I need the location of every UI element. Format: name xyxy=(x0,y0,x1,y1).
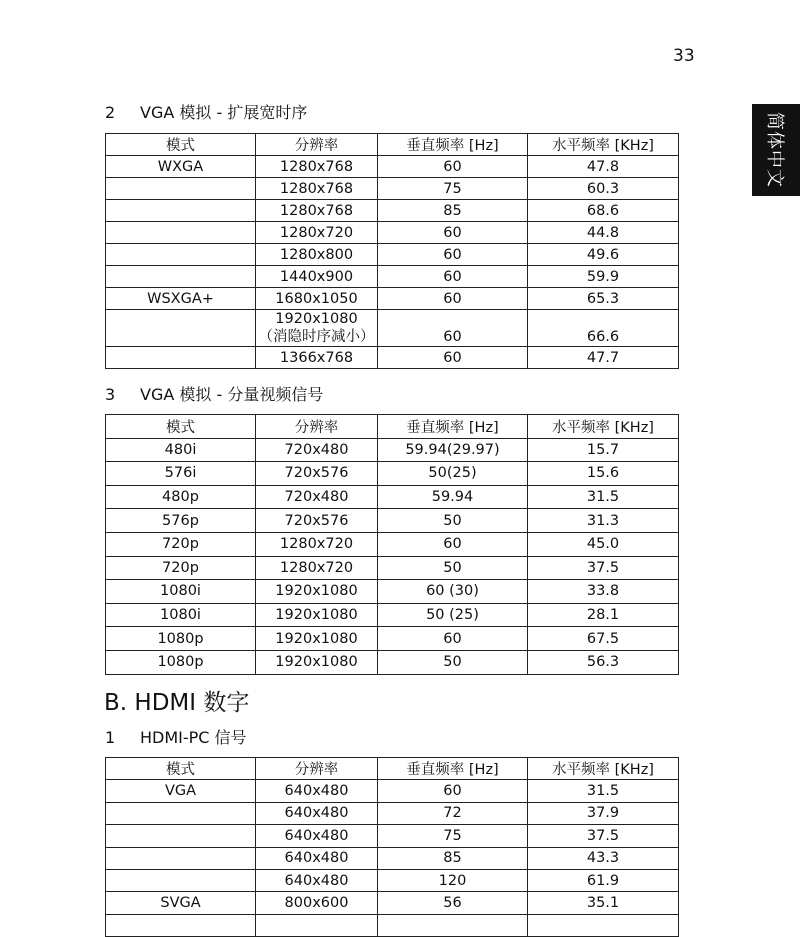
cell-hfreq: 65.3 xyxy=(528,288,679,310)
cell-vfreq: 59.94(29.97) xyxy=(378,438,528,462)
cell-mode: WSXGA+ xyxy=(106,288,256,310)
table-row xyxy=(106,847,679,869)
cell-hfreq: 31.3 xyxy=(528,509,679,533)
table-row xyxy=(106,244,679,266)
cell-hfreq: 47.7 xyxy=(528,347,679,369)
cell-hfreq: 47.8 xyxy=(528,156,679,178)
cell-hfreq: 15.7 xyxy=(528,438,679,462)
cell-mode xyxy=(106,266,256,288)
table-row xyxy=(106,627,679,651)
table-row xyxy=(106,802,679,824)
cell-vfreq: 60 xyxy=(378,266,528,288)
cell-vfreq: 72 xyxy=(378,802,528,824)
cell-mode xyxy=(106,178,256,200)
cell-vfreq: 85 xyxy=(378,847,528,869)
table-row xyxy=(106,780,679,802)
cell-resolution: 640x480 xyxy=(256,847,378,869)
cell-resolution: 1280x720 xyxy=(256,222,378,244)
cell-hfreq: 31.5 xyxy=(528,780,679,802)
table-row xyxy=(106,532,679,556)
cell-hfreq: 59.9 xyxy=(528,266,679,288)
cell-resolution: 640x480 xyxy=(256,825,378,847)
cell-resolution: 1920x1080 xyxy=(256,603,378,627)
cell-resolution: 1920x1080 xyxy=(256,627,378,651)
side-tab-label: 简体中文 xyxy=(764,112,785,188)
table-row xyxy=(106,438,679,462)
header-mode: 模式 xyxy=(106,134,256,156)
table-row xyxy=(106,266,679,288)
cell-mode xyxy=(106,847,256,869)
header-horizontal-frequency: 水平频率 [KHz] xyxy=(528,415,679,439)
cell-mode: 1080p xyxy=(106,650,256,674)
resolution-value: 1920x1080 xyxy=(275,311,358,327)
cell-resolution: 1366x768 xyxy=(256,347,378,369)
cell-hfreq: 66.6 xyxy=(528,310,679,347)
cell-hfreq: 61.9 xyxy=(528,869,679,891)
table-header-row xyxy=(106,415,679,439)
language-side-tab xyxy=(752,104,800,196)
cell-mode xyxy=(106,914,256,936)
cell-vfreq: 50(25) xyxy=(378,462,528,486)
cell-vfreq: 120 xyxy=(378,869,528,891)
table-row xyxy=(106,178,679,200)
table-row xyxy=(106,580,679,604)
cell-vfreq: 50 xyxy=(378,650,528,674)
reduced-blanking-note: （消隐时序减小） xyxy=(258,329,375,345)
cell-resolution: 1440x900 xyxy=(256,266,378,288)
cell-vfreq: 75 xyxy=(378,825,528,847)
cell-vfreq: 60 xyxy=(378,222,528,244)
table-row xyxy=(106,825,679,847)
table-row xyxy=(106,914,679,936)
cell-mode xyxy=(106,869,256,891)
table-row xyxy=(106,222,679,244)
cell-vfreq: 59.94 xyxy=(378,485,528,509)
cell-vfreq: 60 xyxy=(378,156,528,178)
cell-mode: 480p xyxy=(106,485,256,509)
cell-resolution: 800x600 xyxy=(256,892,378,914)
section-heading-vga-component xyxy=(105,382,323,405)
table-row xyxy=(106,485,679,509)
cell-resolution: 1280x768 xyxy=(256,156,378,178)
hdmi-digital-heading: B. HDMI 数字 xyxy=(104,690,250,716)
cell-mode: 576i xyxy=(106,462,256,486)
cell-vfreq: 60 xyxy=(378,780,528,802)
page-number: 33 xyxy=(673,46,695,66)
cell-resolution xyxy=(256,914,378,936)
cell-resolution xyxy=(256,310,378,347)
cell-resolution: 640x480 xyxy=(256,802,378,824)
cell-mode: 480i xyxy=(106,438,256,462)
table-row xyxy=(106,347,679,369)
cell-vfreq: 60 xyxy=(378,288,528,310)
cell-hfreq: 45.0 xyxy=(528,532,679,556)
table-row xyxy=(106,892,679,914)
section-heading-vga-extended xyxy=(105,100,307,123)
cell-mode xyxy=(106,310,256,347)
cell-mode xyxy=(106,244,256,266)
header-horizontal-frequency: 水平频率 [KHz] xyxy=(528,758,679,780)
cell-mode: 1080i xyxy=(106,580,256,604)
cell-hfreq: 56.3 xyxy=(528,650,679,674)
table-row xyxy=(106,200,679,222)
cell-hfreq: 33.8 xyxy=(528,580,679,604)
cell-vfreq: 60 xyxy=(378,310,528,347)
cell-hfreq: 60.3 xyxy=(528,178,679,200)
cell-resolution: 1280x720 xyxy=(256,556,378,580)
cell-vfreq: 60 xyxy=(378,347,528,369)
header-horizontal-frequency: 水平频率 [KHz] xyxy=(528,134,679,156)
cell-mode xyxy=(106,200,256,222)
cell-mode: VGA xyxy=(106,780,256,802)
cell-vfreq: 56 xyxy=(378,892,528,914)
cell-hfreq: 43.3 xyxy=(528,847,679,869)
table-row xyxy=(106,650,679,674)
section-title: VGA 模拟 - 扩展宽时序 xyxy=(140,103,308,122)
cell-hfreq: 49.6 xyxy=(528,244,679,266)
cell-resolution: 640x480 xyxy=(256,780,378,802)
cell-resolution: 1280x720 xyxy=(256,532,378,556)
cell-hfreq xyxy=(528,914,679,936)
hdmi-pc-signal-table xyxy=(105,757,679,937)
cell-vfreq: 60 xyxy=(378,532,528,556)
vga-extended-timing-table xyxy=(105,133,679,369)
table-row xyxy=(106,156,679,178)
cell-resolution: 1280x768 xyxy=(256,178,378,200)
table-row xyxy=(106,869,679,891)
cell-mode xyxy=(106,802,256,824)
header-vertical-frequency: 垂直频率 [Hz] xyxy=(378,758,528,780)
cell-mode xyxy=(106,347,256,369)
cell-hfreq: 15.6 xyxy=(528,462,679,486)
cell-hfreq: 68.6 xyxy=(528,200,679,222)
header-vertical-frequency: 垂直频率 [Hz] xyxy=(378,415,528,439)
header-resolution: 分辨率 xyxy=(256,415,378,439)
vga-component-video-table xyxy=(105,414,679,675)
cell-hfreq: 44.8 xyxy=(528,222,679,244)
cell-hfreq: 35.1 xyxy=(528,892,679,914)
section-number: 1 xyxy=(105,728,116,747)
cell-hfreq: 37.5 xyxy=(528,825,679,847)
cell-mode: WXGA xyxy=(106,156,256,178)
header-resolution: 分辨率 xyxy=(256,134,378,156)
cell-mode: 720p xyxy=(106,532,256,556)
cell-resolution: 1920x1080 xyxy=(256,580,378,604)
table-row xyxy=(106,462,679,486)
cell-hfreq: 37.9 xyxy=(528,802,679,824)
section-title: HDMI-PC 信号 xyxy=(140,728,247,747)
cell-hfreq: 28.1 xyxy=(528,603,679,627)
cell-vfreq: 50 xyxy=(378,509,528,533)
cell-mode: 1080p xyxy=(106,627,256,651)
cell-vfreq: 60 xyxy=(378,627,528,651)
cell-mode xyxy=(106,825,256,847)
cell-mode: 720p xyxy=(106,556,256,580)
header-mode: 模式 xyxy=(106,758,256,780)
cell-vfreq: 60 xyxy=(378,244,528,266)
section-title: VGA 模拟 - 分量视频信号 xyxy=(140,385,324,404)
table-row xyxy=(106,288,679,310)
cell-hfreq: 31.5 xyxy=(528,485,679,509)
cell-vfreq: 50 xyxy=(378,556,528,580)
table-row xyxy=(106,603,679,627)
cell-vfreq: 75 xyxy=(378,178,528,200)
cell-resolution: 640x480 xyxy=(256,869,378,891)
cell-vfreq xyxy=(378,914,528,936)
cell-resolution: 1680x1050 xyxy=(256,288,378,310)
cell-hfreq: 67.5 xyxy=(528,627,679,651)
cell-resolution: 1280x800 xyxy=(256,244,378,266)
header-resolution: 分辨率 xyxy=(256,758,378,780)
cell-resolution: 720x576 xyxy=(256,509,378,533)
section-number: 2 xyxy=(105,103,116,122)
section-heading-hdmi-pc xyxy=(105,725,247,748)
cell-resolution: 720x576 xyxy=(256,462,378,486)
cell-hfreq: 37.5 xyxy=(528,556,679,580)
cell-mode xyxy=(106,222,256,244)
header-vertical-frequency: 垂直频率 [Hz] xyxy=(378,134,528,156)
table-header-row xyxy=(106,134,679,156)
cell-vfreq: 85 xyxy=(378,200,528,222)
cell-vfreq: 50 (25) xyxy=(378,603,528,627)
table-header-row xyxy=(106,758,679,780)
cell-mode: 1080i xyxy=(106,603,256,627)
cell-mode: 576p xyxy=(106,509,256,533)
cell-resolution: 1920x1080 xyxy=(256,650,378,674)
cell-vfreq: 60 (30) xyxy=(378,580,528,604)
cell-mode: SVGA xyxy=(106,892,256,914)
cell-resolution: 720x480 xyxy=(256,438,378,462)
table-row xyxy=(106,509,679,533)
section-number: 3 xyxy=(105,385,116,404)
cell-resolution: 1280x768 xyxy=(256,200,378,222)
cell-resolution: 720x480 xyxy=(256,485,378,509)
table-row xyxy=(106,556,679,580)
table-row xyxy=(106,310,679,347)
header-mode: 模式 xyxy=(106,415,256,439)
